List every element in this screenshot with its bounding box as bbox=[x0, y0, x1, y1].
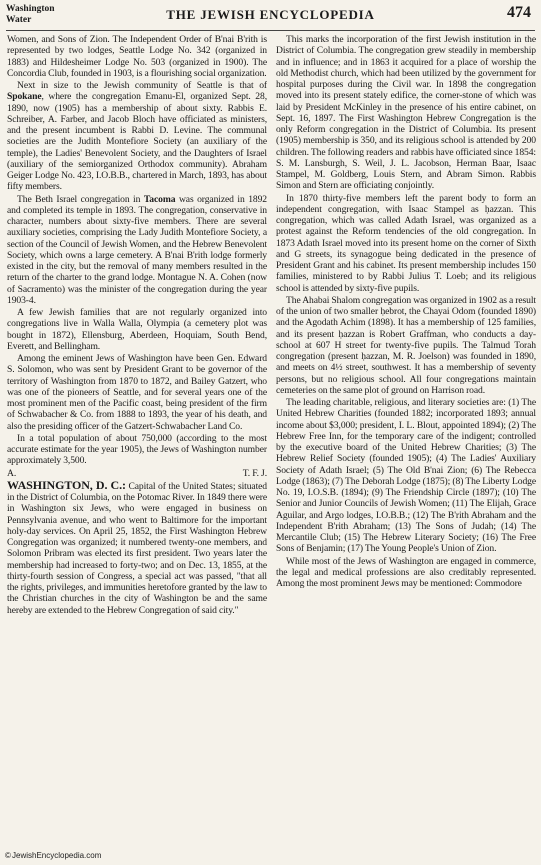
paragraph: In 1870 thirty-five members left the parent body to form an independent congregation, with Isaac Stampel as ḥazzan. This congregation, which was called Adath Israel, was organized as a protest against the Reform tendencies of the old congregation. In 1873 Adath Israel moved into its present home on the corner of Sixth and G streets, its synagogue being dedicated in the presence of President Grant and his cabinet. Its present membership includes 150 families, ministered to by Rabbi Julius T. Loeb; and its religious school is attended by sixty-five pupils. bbox=[276, 192, 536, 294]
paragraph: Among the eminent Jews of Washington have been Gen. Edward S. Solomon, who was sent by President Grant to be governor of the territory of Washington from 1870 to 1872, and Bailey Gatzert, who was one of the pioneers of Seattle, and for several years one of the most prominent men of the Pacific coast, being president of the firm of Schwabacher & Co. from 1888 to 1893, the year of his death, and also the presiding officer of the Gatzert-Schwabacher Land Co. bbox=[7, 353, 267, 432]
paragraph-tacoma: The Beth Israel congregation in Tacoma was organized in 1892 and completed its temple in 1893. The congregation, conservative in character, numbers about sixty-five members. There are several auxiliary societies, comprising the Lady Judith Montefiore Society, a section of the Council of Jewish Women, and the Hebrew Benevolent Society, which owns a large cemetery. A B'nai B'rith lodge formerly existed in the city, but the removal of many members resulted in the return of the charter to the grand lodge. Montague N. A. Cohen (now of Sacramento) was the minister of the congregation during the year 1903-4. bbox=[7, 193, 267, 306]
paragraph: The Ahabai Shalom congregation was organized in 1902 as a result of the union of two smaller ḥebrot, the Chayai Odom (founded 1890) and the Agodath Achim (1898). It has a membership of 125 families, and its present ḥazzan is Robert Graffman, who conducts a day-school at 607 H street for twenty-five pupils. The Talmud Torah congregation (present ḥazzan, M. R. Joelson) was founded in 1890, and meets on 4½ street, southwest. It has a membership of seventy persons, but no religious school. All four congregations maintain cemeteries on the same plot of ground on Harrison road. bbox=[276, 294, 536, 396]
copyright-icon: © bbox=[5, 851, 11, 860]
running-head-last-word: Water bbox=[6, 14, 32, 25]
site-name: JewishEncyclopedia.com bbox=[12, 851, 102, 860]
place-name-spokane: Spokane bbox=[7, 91, 42, 103]
paragraph: Women, and Sons of Zion. The Independent Order of B'nai B'rith is represented by two lodges, Seattle Lodge No. 342 (organized in 1883) and Hildesheimer Lodge No. 503 (organized in 1900). The Concordia Club, founded in 1903, is a flourishing social organization. bbox=[7, 34, 267, 79]
page-number: 474 bbox=[507, 4, 531, 21]
signature-initial-right: T. F. J. bbox=[242, 467, 267, 479]
page-header bbox=[6, 4, 535, 31]
paragraph: In a total population of about 750,000 (according to the most accurate estimate for the year 1905), the Jews of Washington number approximately 3,500. bbox=[7, 432, 267, 467]
paragraph: This marks the incorporation of the first Jewish institution in the District of Columbia. The congregation grew steadily in membership and in influence; and in 1863 it acquired for a place of worship the old Methodist church, which had been utilized by the government for hospital purposes during the Civil war. In 1898 the congregation moved into its present stately edifice, the corner-stone of which was laid by President McKinley in the presence of his entire cabinet, on Sept. 16, 1897. The First Washington Hebrew Congregation is the only Reform congregation in the District of Columbia. Its present (1905) membership is 350, and its religious school is attended by 200 children. The following readers and rabbis have officiated since 1854: S. M. Lansburgh, S. Weil, J. L. Jacobson, Herman Baar, Isaac Stampel, M. Goldberg, Louis Stern, and Abram Simon. Rabbis Simon and Stern are officiating conjointly. bbox=[276, 34, 536, 192]
paragraph: While most of the Jews of Washington are engaged in commerce, the legal and medical professions are also creditably represented. Among the most prominent Jews may be mentioned: Commodore bbox=[276, 555, 536, 589]
signature-initial-left: A. bbox=[7, 467, 17, 479]
journal-title: THE JEWISH ENCYCLOPEDIA bbox=[166, 7, 375, 22]
running-head-first-word: Washington bbox=[6, 4, 55, 14]
article-washington-dc: WASHINGTON, D. C.: Capital of the United States; situated in the District of Columbia, on the Potomac River. In 1849 there were in Washington six Jews, who were engaged in business on Pennsylvania avenue, and who went to Baltimore for the important holy-day services. On April 25, 1852, the First Washington Hebrew Congregation was organized; it numbered twenty-one members, and Solomon Pribram was elected its first president. Two years later the membership had increased to forty-two; and on Dec. 13, 1855, at the thirty-fourth session of Congress, a special act was passed, "that all the rights, privileges, and immunities heretofore granted by the law to the Christian churches in the city of Washington be and the same hereby are extended to the Hebrew Congregation of said city." bbox=[7, 477, 267, 616]
left-column bbox=[7, 34, 267, 852]
paragraph: A few Jewish families that are not regularly organized into congregations live in Walla Walla, Olympia (a cemetery plot was bought in 1872), Ellensburg, Aberdeen, Hoquiam, South Bend, Everett, and Bellingham. bbox=[7, 307, 267, 352]
right-column bbox=[276, 34, 536, 852]
place-name-tacoma: Tacoma bbox=[143, 193, 176, 205]
paragraph: The leading charitable, religious, and literary societies are: (1) The United Hebrew Charities (founded 1882; incorporated 1893; annual income about $3,000; president, I. L. Blout, appointed 1894); (2) The Hebrew Free Inn, for the temporary care of the indigent; controlled by the executive board of the United Hebrew Charities; (3) The Hebrew Relief Society (founded 1905); (4) The Ladies' Auxiliary Society of Adath Israel; (5) The Old B'nai Zion; (6) The Rebecca Lodge (1863); (7) The Deborah Lodge (1875); (8) The Liberty Lodge No. 19, I.O.S.B. (1894); (9) The Friendship Circle (1897); (10) The Senior and Junior Councils of Jewish Women; (11) The Elijah, Grace Aguilar, and Argo lodges, I.O.B.B.; (12) The B'rith Abraham and the Independent B'rith Abraham; (13) The Sons of Judah; (14) The Mercantile Club; (15) The Hebrew Literary Society; (16) The Free Sons of Benjamin; (17) The Young People's Union of Zion. bbox=[276, 397, 536, 555]
paragraph-spokane: Next in size to the Jewish community of Seattle is that of Spokane, where the congregation Emanu-El, organized Sept. 28, 1890, now (1905) has a membership of about sixty. Rabbis E. Schreiber, A. Farber, and Jacob Bloch have officiated as ministers, and the present incumbent is Rabbi D. Levine. The communal societies are the Judith Montefiore Society (an auxiliary of the temple), the Ladies' Benevolent Society, and the Daughters of Israel (auxiliary of the semiorganized Orthodox community). Abraham Geiger Lodge No. 423, I.O.B.B., chartered in March, 1893, has about fifty members. bbox=[7, 80, 267, 193]
site-watermark bbox=[4, 851, 101, 860]
article-lemma: WASHINGTON, D. C.: bbox=[7, 477, 126, 492]
